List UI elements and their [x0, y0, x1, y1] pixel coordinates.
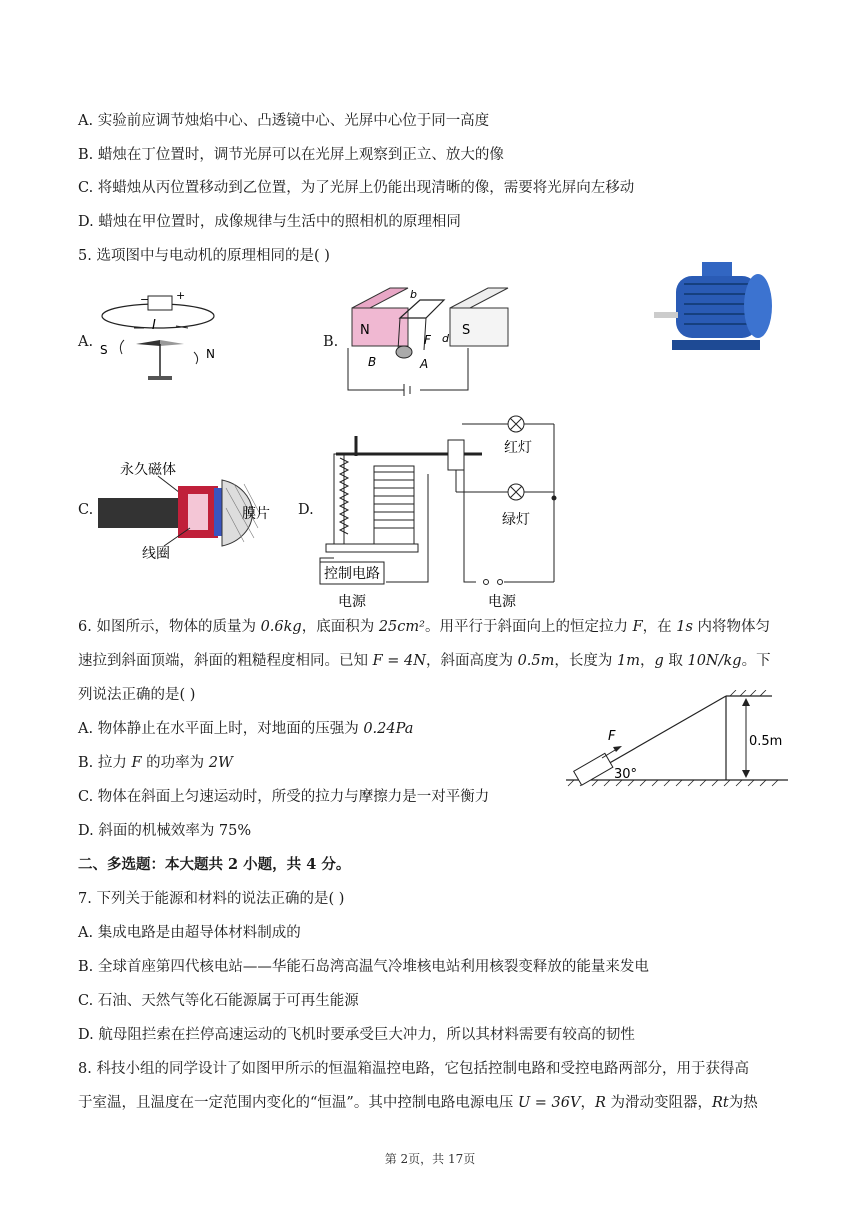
svg-text:电源: 电源	[488, 594, 516, 608]
svg-text:永久磁体: 永久磁体	[120, 462, 176, 478]
q4-option-b: B. 蜡烛在丁位置时，调节光屏可以在光屏上观察到正立、放大的像	[78, 147, 504, 163]
q5-stem: 5. 选项图中与电动机的原理相同的是( )	[78, 248, 330, 264]
svg-text:S: S	[462, 323, 471, 338]
svg-text:红灯: 红灯	[504, 440, 532, 456]
q6-option-c: C. 物体在斜面上匀速运动时，所受的拉力与摩擦力是一对平衡力	[78, 789, 490, 805]
svg-text:b: b	[410, 288, 417, 301]
q6-option-a: A. 物体静止在水平面上时，对地面的压强为 0.24Pa	[78, 721, 414, 737]
q6-stem-line3: 列说法正确的是( )	[78, 687, 196, 703]
q6-option-b: B. 拉力 F 的功率为 2W	[78, 755, 233, 771]
q8-stem-line1: 8. 科技小组的同学设计了如图甲所示的恒温箱温控电路，它包括控制电路和受控电路两部分，用于获得高	[78, 1061, 749, 1077]
svg-text:+: +	[176, 289, 186, 302]
microphone-diagram	[94, 458, 299, 566]
svg-text:控制电路: 控制电路	[324, 566, 380, 582]
compass-current-diagram	[96, 282, 226, 392]
electromagnetic-relay-diagram	[316, 408, 566, 608]
q5-label-b: B.	[323, 334, 339, 350]
svg-text:绿灯: 绿灯	[502, 512, 530, 528]
motor-principle-diagram	[340, 278, 520, 403]
svg-text:F: F	[424, 333, 431, 347]
svg-text:d: d	[442, 332, 449, 345]
q6-stem-line2: 速拉到斜面顶端，斜面的粗糙程度相同。已知 F = 4N，斜面高度为 0.5m，长度为 1m，g 取 10N/kg。下	[78, 653, 771, 669]
q7-option-c: C. 石油、天然气等化石能源属于可再生能源	[78, 993, 359, 1009]
svg-text:−: −	[140, 293, 150, 306]
svg-text:S: S	[100, 343, 108, 357]
svg-text:N: N	[360, 323, 370, 338]
q5-label-c: C.	[78, 502, 94, 518]
q4-option-a: A. 实验前应调节烛焰中心、凸透镜中心、光屏中心位于同一高度	[78, 113, 490, 129]
q4-option-c: C. 将蜡烛从丙位置移动到乙位置，为了光屏上仍能出现清晰的像，需要将光屏向左移动	[78, 180, 635, 196]
q4-option-d: D. 蜡烛在甲位置时，成像规律与生活中的照相机的原理相同	[78, 214, 461, 230]
q5-label-d: D.	[298, 502, 314, 518]
svg-text:N: N	[206, 347, 215, 361]
q7-option-b: B. 全球首座第四代核电站——华能石岛湾高温气冷堆核电站利用核裂变释放的能量来发电	[78, 959, 649, 975]
q7-stem: 7. 下列关于能源和材料的说法正确的是( )	[78, 891, 345, 907]
section-multiple-choice-heading: 二、多选题：本大题共 2 小题，共 4 分。	[78, 856, 351, 873]
svg-text:B: B	[368, 355, 377, 369]
q7-option-d: D. 航母阻拦索在拦停高速运动的飞机时要承受巨大冲力，所以其材料需要有较高的韧性	[78, 1027, 635, 1043]
q6-option-d: D. 斜面的机械效率为 75%	[78, 823, 252, 839]
q5-label-a: A.	[78, 334, 94, 350]
svg-text:I: I	[152, 318, 156, 333]
incline-diagram	[560, 690, 795, 790]
svg-text:线圈: 线圈	[142, 546, 170, 562]
svg-text:A: A	[420, 357, 429, 371]
q8-stem-line2: 于室温，且温度在一定范围内变化的“恒温”。其中控制电路电源电压 U = 36V，R 为滑动变阻器，Rt为热	[78, 1095, 758, 1111]
svg-text:F: F	[608, 729, 616, 744]
svg-text:膜片: 膜片	[242, 506, 270, 522]
svg-text:0.5m: 0.5m	[749, 734, 783, 749]
electric-motor-photo	[652, 254, 782, 359]
q7-option-a: A. 集成电路是由超导体材料制成的	[78, 925, 301, 941]
q6-stem-line1: 6. 如图所示，物体的质量为 0.6kg，底面积为 25cm²。用平行于斜面向上的恒定拉力 F，在 1s 内将物体匀	[78, 619, 771, 635]
svg-text:30°: 30°	[614, 767, 638, 782]
svg-text:电源: 电源	[338, 594, 366, 608]
page-footer: 第 2页，共 17页	[384, 1152, 476, 1166]
